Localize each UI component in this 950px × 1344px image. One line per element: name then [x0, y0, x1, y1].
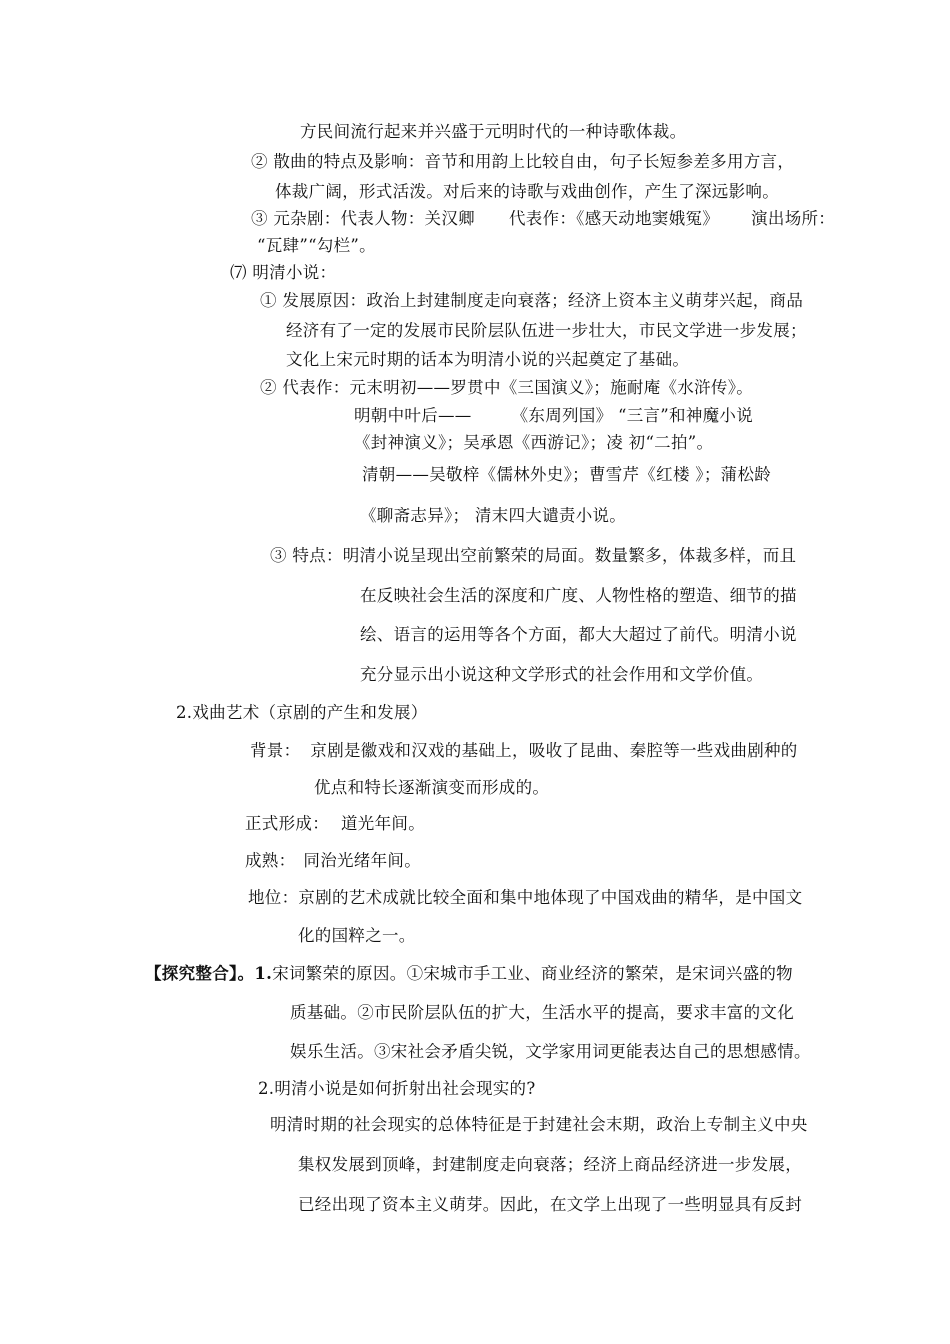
text-line: “瓦肆”“勾栏”。	[257, 236, 376, 255]
text-line: 集权发展到顶峰，封建制度走向衰落；经济上商品经济进一步发展，	[298, 1155, 802, 1174]
text-line: ③ 特点：明清小说呈现出空前繁荣的局面。数量繁多，体裁多样，而且	[270, 546, 797, 565]
text-line: 质基础。②市民阶层队伍的扩大，生活水平的提高，要求丰富的文化	[290, 1003, 794, 1022]
text-line: 体裁广阔，形式活泼。对后来的诗歌与戏曲创作，产生了深远影响。	[275, 182, 779, 201]
text-span: ③ 元杂剧：代表人物：关汉卿	[251, 209, 475, 228]
text-line: 经济有了一定的发展市民阶层队伍进一步壮大，市民文学进一步发展；	[286, 321, 807, 340]
text-line: 2.明清小说是如何折射出社会现实的?	[258, 1079, 536, 1098]
text-span: 代表作：《感天动地窦娥冤》	[508, 209, 720, 228]
text-line: 娱乐生活。③宋社会矛盾尖锐，文学家用词更能表达自己的思想感情。	[290, 1042, 811, 1061]
label-span: 正式形成：	[245, 814, 329, 833]
text-span: 同治光绪年间。	[303, 851, 422, 870]
section-heading: 2.戏曲艺术（京剧的产生和发展）	[176, 703, 428, 722]
text-span: 明朝中叶后——	[354, 406, 472, 425]
text-line	[250, 741, 798, 761]
text-line	[245, 851, 421, 871]
text-span: 道光年间。	[341, 814, 425, 833]
text-line	[245, 814, 425, 834]
text-span: 宋词繁荣的原因。①宋城市手工业、商业经济的繁荣，是宋词兴盛的物	[272, 964, 793, 983]
section-heading: ⑺ 明清小说：	[230, 263, 337, 282]
text-line: 地位：京剧的艺术成就比较全面和集中地体现了中国戏曲的精华，是中国文	[248, 888, 803, 907]
text-line: 清朝——吴敬梓《儒林外史》；曹雪芹《红楼 》；蒲松龄	[362, 465, 772, 484]
text-line: ② 散曲的特点及影响：音节和用韵上比较自由，句子长短参差多用方言，	[251, 152, 795, 171]
text-line: 明清时期的社会现实的总体特征是于封建社会末期，政治上专制主义中央	[270, 1115, 808, 1134]
text-line: 《聊斋志异》； 清末四大谴责小说。	[360, 506, 627, 525]
text-line	[354, 406, 753, 426]
text-line: 文化上宋元时期的话本为明清小说的兴起奠定了基础。	[286, 350, 690, 369]
text-line: ① 发展原因：政治上封建制度走向衰落；经济上资本主义萌芽兴起，商品	[260, 291, 804, 310]
text-span: 演出场所：	[751, 209, 836, 228]
text-line	[145, 964, 793, 984]
text-line: 已经出现了资本主义萌芽。因此，在文学上出现了一些明显具有反封	[298, 1195, 802, 1214]
text-span: 京剧是徽戏和汉戏的基础上，吸收了昆曲、秦腔等一些戏曲剧种的	[310, 741, 798, 760]
text-span: 《东周列国》 “三言”和神魔小说	[511, 406, 754, 425]
text-line: 优点和特长逐渐演变而形成的。	[314, 778, 550, 797]
text-line	[251, 209, 835, 229]
section-title: 【探究整合】。1.	[145, 964, 273, 983]
text-line: 化的国粹之一。	[298, 926, 416, 945]
text-line: 在反映社会生活的深度和广度、人物性格的塑造、细节的描	[360, 586, 797, 605]
label-span: 背景：	[250, 741, 301, 760]
text-line: 绘、语言的运用等各个方面，都大大超过了前代。明清小说	[360, 625, 797, 644]
label-span: 成熟：	[245, 851, 296, 870]
text-line: 充分显示出小说这种文学形式的社会作用和文学价值。	[360, 665, 764, 684]
text-line: 方民间流行起来并兴盛于元明时代的一种诗歌体裁。	[300, 122, 687, 141]
text-line: ② 代表作：元末明初——罗贯中《三国演义》；施耐庵《水浒传》。	[260, 378, 754, 397]
text-line: 《封神演义》；吴承恩《西游记》；凌 初“二拍”。	[354, 433, 714, 452]
